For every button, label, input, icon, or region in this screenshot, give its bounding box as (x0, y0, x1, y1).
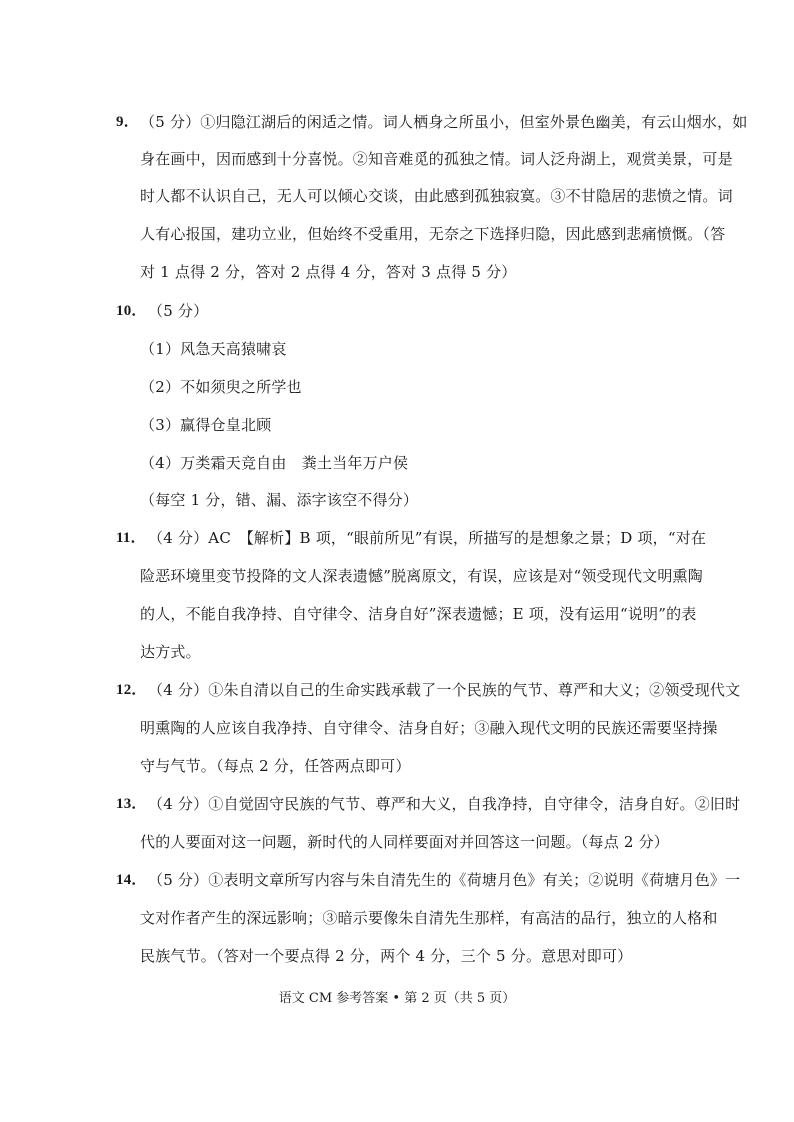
question-10-number: 10． (116, 303, 147, 319)
question-11-line-4: 达方式。 (140, 643, 201, 661)
question-13-line-1: （4 分）①自觉固守民族的气节、尊严和大义，自我净持，自守律令，洁身自好。②旧时 (148, 795, 741, 813)
question-9-line-5: 对 1 点得 2 分，答对 2 点得 4 分，答对 3 点得 5 分） (140, 263, 517, 281)
question-14-line-1: （5 分）①表明文章所写内容与朱自清先生的《荷塘月色》有关；②说明《荷塘月色》一 (148, 871, 741, 889)
question-12-line-2: 明熏陶的人应该自我净持、自守律令、洁身自好；③融入现代文明的民族还需要坚持操 (140, 719, 718, 737)
question-14-number: 14． (116, 872, 147, 888)
question-10-item-4: （4）万类霜天竞自由 粪土当年万户侯 (140, 454, 409, 472)
page-footer: 语文 CM 参考答案 • 第 2 页（共 5 页） (278, 991, 516, 1006)
question-9-line-4: 人有心报国，建功立业，但始终不受重用，无奈之下选择归隐，因此感到悲痛愤慨。（答 (140, 225, 726, 243)
question-9-line-3: 时人都不认识自己，无人可以倾心交谈，由此感到孤独寂寞。③不甘隐居的悲愤之情。词 (140, 187, 733, 205)
question-10-item-1: （1）风急天高猿啸哀 (140, 340, 287, 358)
question-9-number: 9． (116, 114, 139, 130)
question-14-line-3: 民族气节。（答对一个要点得 2 分，两个 4 分，三个 5 分。意思对即可） (140, 947, 633, 965)
question-12-number: 12． (116, 682, 147, 698)
question-13-line-2: 代的人要面对这一问题，新时代的人同样要面对并回答这一问题。（每点 2 分） (140, 833, 669, 851)
question-12-line-3: 守与气节。（每点 2 分，任答两点即可） (140, 757, 411, 775)
question-11-number: 11． (116, 530, 146, 546)
question-11-line-2: 险恶环境里变节投降的文人深表遗憾”脱离原文，有误，应该是对“领受现代文明熏陶 (140, 567, 703, 585)
question-13-number: 13． (116, 796, 147, 812)
question-14-line-2: 文对作者产生的深远影响；③暗示要像朱自清先生那样，有高洁的品行，独立的人格和 (140, 909, 718, 927)
question-12-line-1: （4 分）①朱自清以自己的生命实践承载了一个民族的气节、尊严和大义；②领受现代文 (148, 681, 741, 699)
question-10-score: （5 分） (148, 302, 209, 320)
question-9-line-1: （5 分）①归隐江湖后的闲适之情。词人栖身之所虽小，但室外景色幽美，有云山烟水，如 (140, 113, 748, 131)
question-11-line-3: 的人，不能自我净持、自守律令、洁身自好”深表遗憾；E 项，没有运用“说明”的表 (140, 605, 697, 623)
question-9-line-2: 身在画中，因而感到十分喜悦。②知音难觅的孤独之情。词人泛舟湖上，观赏美景，可是 (140, 150, 733, 168)
question-10-note: （每空 1 分，错、漏、添字该空不得分） (140, 491, 419, 509)
question-11-line-1: （4 分）AC 【解析】B 项，“眼前所见”有误，所描写的是想象之景；D 项，“对在 (148, 529, 707, 547)
question-10-item-2: （2）不如须臾之所学也 (140, 378, 302, 396)
question-10-item-3: （3）赢得仓皇北顾 (140, 416, 272, 434)
